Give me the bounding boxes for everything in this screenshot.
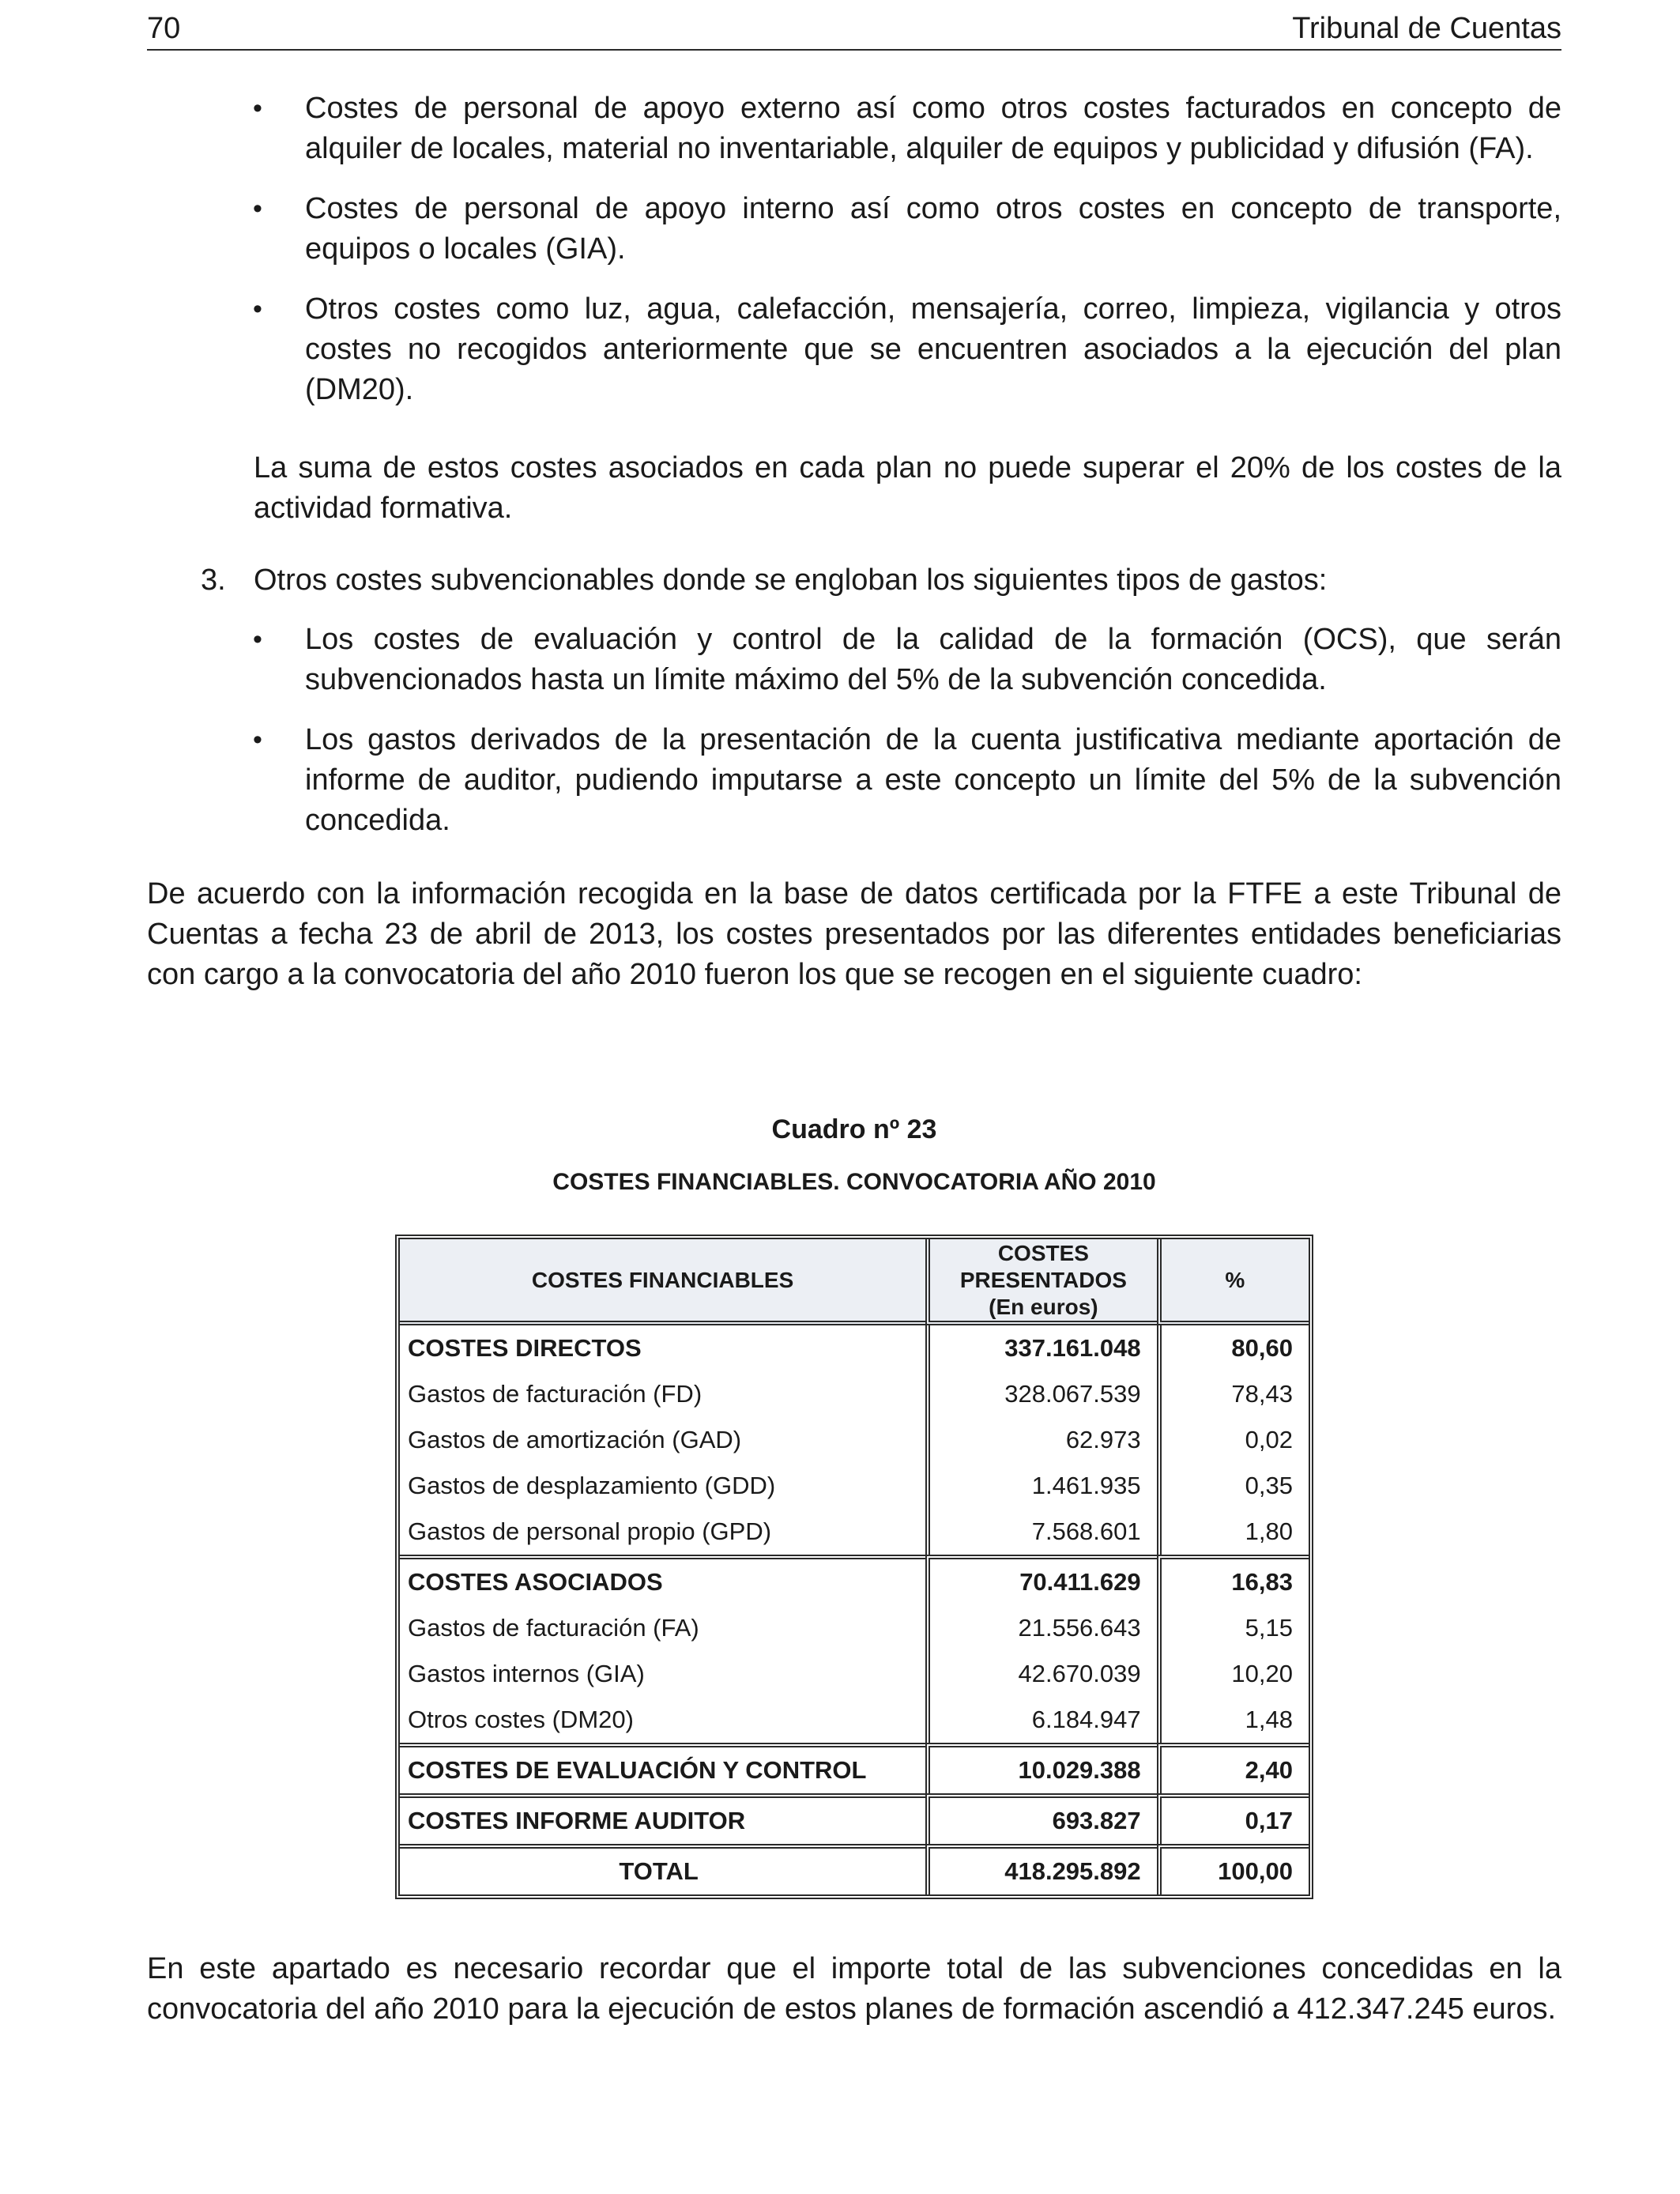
table-caption-title: COSTES FINANCIABLES. CONVOCATORIA AÑO 2010	[552, 1169, 1156, 1195]
costs-table	[395, 1235, 1313, 1899]
cell-percent: 1,80	[1157, 1509, 1309, 1555]
cell-amount: 70.411.629	[925, 1555, 1156, 1605]
cell-amount: 418.295.892	[925, 1844, 1156, 1894]
cell-label: COSTES INFORME AUDITOR	[400, 1793, 925, 1844]
cell-percent: 2,40	[1157, 1743, 1309, 1793]
cell-amount: 7.568.601	[925, 1509, 1156, 1555]
table-caption-number: Cuadro nº 23	[771, 1114, 937, 1144]
table-total-row	[400, 1844, 1309, 1894]
cell-percent: 78,43	[1157, 1371, 1309, 1417]
list-item-text: Los gastos derivados de la presentación de la cuenta justificativa mediante aportación de informe de auditor, pudiendo imputarse a este concepto un límite del 5% de la subvención concedida.	[305, 723, 1561, 837]
cell-amount: 6.184.947	[925, 1697, 1156, 1743]
cell-amount: 21.556.643	[925, 1605, 1156, 1651]
running-title: Tribunal de Cuentas	[1292, 12, 1561, 45]
list-item	[147, 720, 1561, 841]
bullet-icon: •	[253, 725, 262, 755]
list-item	[147, 620, 1561, 700]
bullet-icon: •	[253, 294, 262, 324]
cell-amount: 1.461.935	[925, 1463, 1156, 1509]
cell-percent: 5,15	[1157, 1605, 1309, 1651]
cell-label: Gastos de personal propio (GPD)	[408, 1517, 772, 1545]
bullet-icon: •	[253, 93, 262, 123]
cell-percent: 0,17	[1157, 1793, 1309, 1844]
numbered-item-text: Otros costes subvencionables donde se engloban los siguientes tipos de gastos:	[254, 564, 1328, 597]
cell-percent: 0,02	[1157, 1417, 1309, 1463]
cell-amount: 337.161.048	[925, 1325, 1156, 1371]
numbered-item	[147, 560, 1561, 601]
cell-percent: 80,60	[1157, 1325, 1309, 1371]
cell-percent: 16,83	[1157, 1555, 1309, 1605]
table-row	[400, 1417, 1309, 1463]
list-item-text: Otros costes como luz, agua, calefacción, mensajería, correo, limpieza, vigilancia y otros costes no recogidos anteriormente que se encuentren asociados a la ejecución del plan (DM20).	[305, 292, 1561, 406]
cell-label: TOTAL	[400, 1844, 925, 1894]
table-row	[400, 1509, 1309, 1555]
header-line: PRESENTADOS	[959, 1267, 1127, 1292]
indented-paragraph: La suma de estos costes asociados en cada plan no puede superar el 20% de los costes de la actividad formativa.	[254, 451, 1561, 525]
table-row	[400, 1325, 1309, 1371]
table-row	[400, 1605, 1309, 1651]
table-row	[400, 1793, 1309, 1844]
column-header-percent: %	[1157, 1239, 1309, 1325]
table-row	[400, 1743, 1309, 1793]
body-paragraph: En este apartado es necesario recordar que el importe total de las subvenciones concedidas en la convocatoria del año 2010 para la ejecución de estos planes de formación ascendió a 412.347.245 euros.	[147, 1952, 1561, 2026]
cell-label: Otros costes (DM20)	[408, 1706, 634, 1733]
header-line: (En euros)	[989, 1294, 1098, 1319]
table-row	[400, 1463, 1309, 1509]
cell-label: COSTES DIRECTOS	[408, 1334, 642, 1362]
list-item-text: Costes de personal de apoyo externo así como otros costes facturados en concepto de alquiler de locales, material no inventariable, alquiler de equipos y publicidad y difusión (FA).	[305, 92, 1561, 165]
cell-label: Gastos internos (GIA)	[408, 1660, 645, 1687]
cell-percent: 10,20	[1157, 1651, 1309, 1697]
cell-label: Gastos de desplazamiento (GDD)	[408, 1472, 776, 1499]
list-item	[147, 89, 1561, 169]
cell-amount: 328.067.539	[925, 1371, 1156, 1417]
cell-amount: 62.973	[925, 1417, 1156, 1463]
cell-label: COSTES ASOCIADOS	[400, 1555, 925, 1605]
page-number: 70	[147, 12, 181, 45]
table-header-row	[400, 1239, 1309, 1325]
column-header-amount	[925, 1239, 1156, 1325]
table-row	[400, 1651, 1309, 1697]
column-header-concept: COSTES FINANCIABLES	[400, 1239, 925, 1325]
bullet-icon: •	[253, 194, 262, 224]
cell-label: Gastos de facturación (FD)	[408, 1380, 703, 1408]
cell-label: Gastos de amortización (GAD)	[408, 1426, 742, 1453]
cell-percent: 100,00	[1157, 1844, 1309, 1894]
list-item-text: Los costes de evaluación y control de la calidad de la formación (OCS), que serán subvencionados hasta un límite máximo del 5% de la subvención concedida.	[305, 623, 1561, 696]
cell-label: COSTES DE EVALUACIÓN Y CONTROL	[400, 1743, 925, 1793]
list-item	[147, 189, 1561, 270]
table-row	[400, 1697, 1309, 1743]
header-line: COSTES	[997, 1240, 1089, 1265]
list-item	[147, 289, 1561, 410]
body-text	[147, 89, 1561, 995]
list-item-text: Costes de personal de apoyo interno así como otros costes en concepto de transporte, equipos o locales (GIA).	[305, 192, 1561, 266]
cell-amount: 42.670.039	[925, 1651, 1156, 1697]
cell-percent: 1,48	[1157, 1697, 1309, 1743]
item-number: 3.	[201, 564, 226, 597]
cell-amount: 10.029.388	[925, 1743, 1156, 1793]
cell-percent: 0,35	[1157, 1463, 1309, 1509]
bullet-icon: •	[253, 624, 262, 654]
cell-label: Gastos de facturación (FA)	[408, 1614, 699, 1642]
table-row	[400, 1555, 1309, 1605]
table-row	[400, 1371, 1309, 1417]
cell-amount: 693.827	[925, 1793, 1156, 1844]
body-paragraph: De acuerdo con la información recogida en la base de datos certificada por la FTFE a este Tribunal de Cuentas a fecha 23 de abril de 2013, los costes presentados por las diferentes entidades beneficiarias con cargo a la convocatoria del año 2010 fueron los que se recogen en el siguiente cuadro:	[147, 877, 1561, 991]
page-header	[147, 8, 1561, 51]
